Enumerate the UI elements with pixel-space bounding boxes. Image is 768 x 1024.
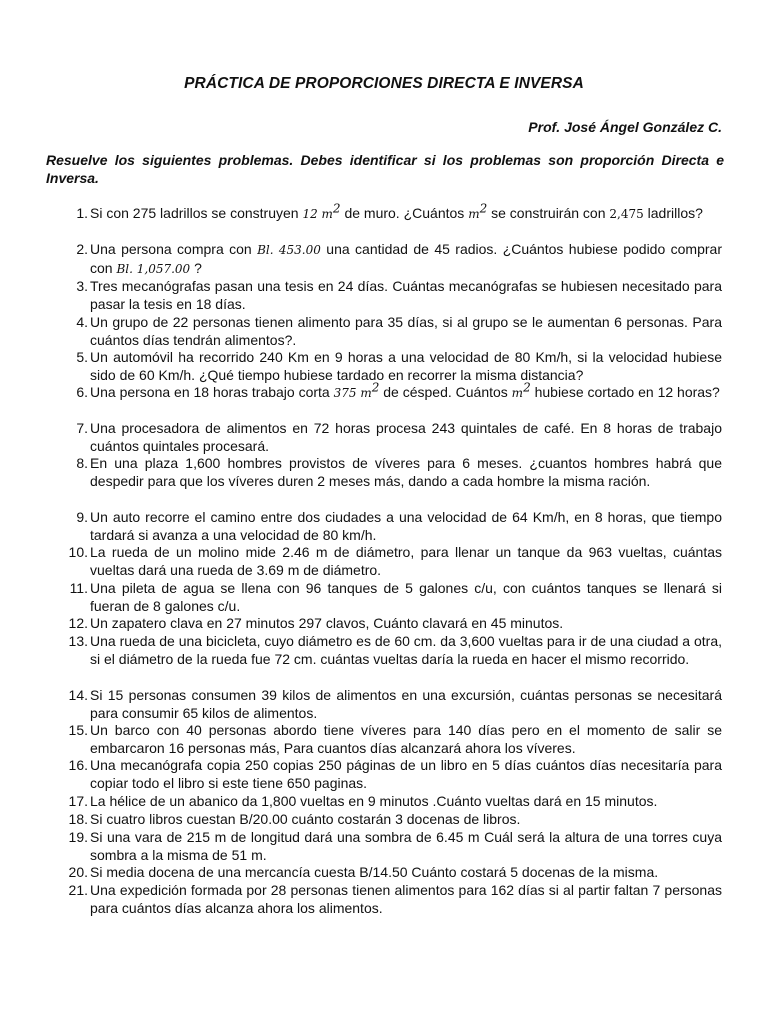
list-item — [0, 687, 768, 722]
problem-text: Un grupo de 22 personas tienen alimento para 35 días, si al grupo se le aumentan 6 personas. Para cuántos días tendrán alimentos?. — [90, 314, 722, 348]
problem-number: 11. — [69, 580, 88, 596]
problem-number: 1. — [76, 205, 88, 221]
list-item — [0, 420, 768, 455]
list-item — [0, 864, 768, 882]
list-item — [0, 829, 768, 864]
problem-number: 18. — [68, 811, 88, 827]
list-item — [0, 509, 768, 544]
problem-number: 9. — [76, 509, 88, 525]
problem-number: 20. — [68, 864, 88, 880]
list-item — [0, 811, 768, 829]
problem-text: Una rueda de una bicicleta, cuyo diámetro es de 60 cm. da 3,600 vueltas para ir de una ciudad a otra, si el diámetro de la rueda fue 72 cm. cuántas vueltas daría la rueda en hacer el mismo recorrido. — [90, 633, 722, 667]
list-item — [0, 544, 768, 580]
problem-number: 6. — [76, 384, 88, 400]
list-item — [0, 314, 768, 349]
problem-text: Una pileta de agua se llena con 96 tanques de 5 galones c/u, con cuántos tanques se llenará si fueran de 8 galones c/u. — [90, 580, 722, 614]
problem-number: 7. — [76, 420, 88, 436]
list-item — [0, 241, 768, 278]
problem-number: 3. — [76, 278, 88, 294]
problem-text: Si cuatro libros cuestan B/20.00 cuánto costarán 3 docenas de libros. — [90, 811, 521, 827]
problem-number: 12. — [68, 615, 88, 631]
problem-number: 14. — [68, 687, 88, 703]
list-item — [0, 278, 768, 314]
problem-text: Una mecanógrafa copia 250 copias 250 páginas de un libro en 5 días cuántos días necesitaría para copiar todo el libro si este tiene 650 paginas. — [90, 757, 722, 791]
problem-text: Si una vara de 215 m de longitud dará una sombra de 6.45 m Cuál será la altura de una torres cuya sombra a la misma de 51 m. — [90, 829, 722, 863]
list-item — [0, 349, 768, 384]
problem-number: 15. — [68, 722, 88, 738]
problem-text: La hélice de un abanico da 1,800 vueltas en 9 minutos .Cuánto vueltas dará en 15 minutos. — [90, 793, 658, 809]
problem-text: Una procesadora de alimentos en 72 horas procesa 243 quintales de café. En 8 horas de trabajo cuántos quintales procesará. — [90, 420, 722, 454]
page-title: PRÁCTICA DE PROPORCIONES DIRECTA E INVERSA — [184, 75, 584, 92]
problem-number: 2. — [76, 241, 88, 257]
problem-text: Una persona compra con Bl. 453.00 una cantidad de 45 radios. ¿Cuántos hubiese podido comprar con Bl. 1,057.00 ? — [90, 241, 722, 276]
list-item — [0, 380, 768, 420]
instructions: Resuelve los siguientes problemas. Debes identificar si los problemas son proporción Directa e Inversa. — [46, 152, 724, 186]
problem-number: 19. — [68, 829, 88, 845]
list-item — [0, 722, 768, 757]
list-item — [0, 455, 768, 509]
problem-text: Si con 275 ladrillos se construyen 12 $m^2$ de muro. ¿Cuántos $m^2$ se construirán con 2,475 ladrillos? — [90, 201, 703, 221]
problem-number: 17. — [68, 793, 88, 809]
list-item — [0, 615, 768, 633]
list-item — [0, 757, 768, 793]
author-line: Prof. José Ángel González C. — [528, 119, 722, 135]
list-item — [0, 633, 768, 687]
problem-text: La rueda de un molino mide 2.46 m de diámetro, para llenar un tanque da 963 vueltas, cuántas vueltas dará una rueda de 3.69 m de diámetro. — [90, 544, 722, 578]
problem-text: Un zapatero clava en 27 minutos 297 clavos, Cuánto clavará en 45 minutos. — [90, 615, 564, 631]
problem-text: Tres mecanógrafas pasan una tesis en 24 días. Cuántas mecanógrafas se hubiesen necesitado para pasar la tesis en 18 días. — [90, 278, 722, 312]
problem-number: 21. — [68, 882, 88, 898]
problem-number: 8. — [76, 455, 88, 471]
problem-text: En una plaza 1,600 hombres provistos de víveres para 6 meses. ¿cuantos hombres habrá que despedir para que los víveres duren 2 meses más, dando a cada hombre la misma ración. — [90, 455, 722, 489]
problem-number: 16. — [68, 757, 88, 773]
problem-text: Un barco con 40 personas abordo tiene víveres para 140 días pero en el momento de salir se embarcaron 16 personas más, Para cuantos días alcanzará ahora los víveres. — [90, 722, 722, 756]
problem-text: Un automóvil ha recorrido 240 Km en 9 horas a una velocidad de 80 Km/h, si la velocidad hubiese sido de 60 Km/h. ¿Qué tiempo hubiese tardado en recorrer la misma distancia? — [90, 349, 722, 383]
problem-text: Si 15 personas consumen 39 kilos de alimentos en una excursión, cuántas personas se necesitará para consumir 65 kilos de alimentos. — [90, 687, 722, 721]
list-item — [0, 882, 768, 918]
problem-number: 10. — [68, 544, 88, 560]
problem-number: 5. — [76, 349, 88, 365]
problem-number: 13. — [68, 633, 88, 649]
list-item — [0, 580, 768, 615]
problem-number: 4. — [76, 314, 88, 330]
problem-text: Un auto recorre el camino entre dos ciudades a una velocidad de 64 Km/h, en 8 horas, que tiempo tardará si avanza a una velocidad de 80 km/h. — [90, 509, 722, 543]
list-item — [0, 793, 768, 811]
list-item — [0, 201, 768, 241]
problem-text: Una persona en 18 horas trabajo corta 375 $m^2$ de césped. Cuántos $m^2$ hubiese cortado en 12 horas? — [90, 380, 720, 400]
problem-list — [0, 201, 768, 918]
problem-text: Una expedición formada por 28 personas tienen alimentos para 162 días si al partir faltan 7 personas para cuántos días alcanza ahora los alimentos. — [90, 882, 722, 916]
problem-text: Si media docena de una mercancía cuesta B/14.50 Cuánto costará 5 docenas de la misma. — [90, 864, 659, 880]
